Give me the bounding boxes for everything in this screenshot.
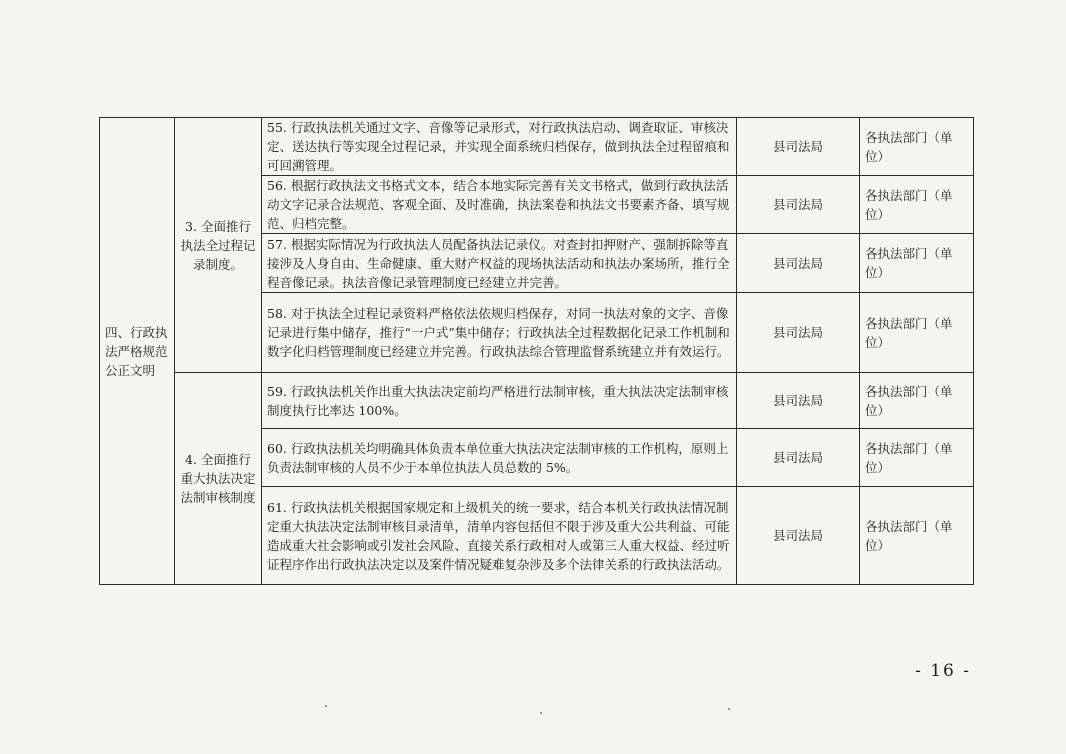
task-cell: 60. 行政执法机关均明确具体负责本单位重大执法决定法制审核的工作机构，原则上负责法制审核的人员不少于本单位执法人员总数的 5%。 (262, 429, 737, 487)
responsible-unit-cell: 各执法部门（单位） (860, 429, 974, 487)
lead-unit-cell: 县司法局 (737, 429, 860, 487)
scan-speck (325, 705, 327, 707)
lead-unit-cell: 县司法局 (737, 487, 860, 585)
responsible-unit-cell: 各执法部门（单位） (860, 176, 974, 234)
responsible-unit-cell: 各执法部门（单位） (860, 293, 974, 373)
responsible-unit-cell: 各执法部门（单位） (860, 234, 974, 293)
lead-unit-cell: 县司法局 (737, 234, 860, 293)
responsible-unit-cell: 各执法部门（单位） (860, 487, 974, 585)
task-cell: 55. 行政执法机关通过文字、音像等记录形式，对行政执法启动、调查取证、审核决定、送达执行等实现全过程记录，并实现全面系统归档保存，做到执法全过程留痕和可回溯管理。 (262, 118, 737, 176)
task-cell: 58. 对于执法全过程记录资料严格依法依规归档保存，对同一执法对象的文字、音像记录进行集中储存，推行“一户式”集中储存；行政执法全过程数据化记录工作机制和数字化归档管理制度已经建立并完善。行政执法综合管理监督系统建立并有效运行。 (262, 293, 737, 373)
group-title-cell: 4. 全面推行重大执法决定法制审核制度 (175, 373, 262, 585)
lead-unit-cell: 县司法局 (737, 373, 860, 429)
scan-speck (728, 708, 730, 710)
lead-unit-cell: 县司法局 (737, 118, 860, 176)
responsible-unit-cell: 各执法部门（单位） (860, 373, 974, 429)
table-row (100, 373, 974, 429)
lead-unit-cell: 县司法局 (737, 293, 860, 373)
lead-unit-cell: 县司法局 (737, 176, 860, 234)
task-cell: 59. 行政执法机关作出重大执法决定前均严格进行法制审核，重大执法决定法制审核制度执行比率达 100%。 (262, 373, 737, 429)
group-title-cell: 3. 全面推行执法全过程记录制度。 (175, 118, 262, 373)
page-number: - 16 - (915, 661, 971, 681)
task-cell: 56. 根据行政执法文书格式文本，结合本地实际完善有关文书格式，做到行政执法活动文字记录合法规范、客观全面、及时准确，执法案卷和执法文书要素齐备、填写规范、归档完整。 (262, 176, 737, 234)
scan-speck (540, 712, 542, 714)
table-row (100, 118, 974, 176)
task-table (99, 117, 974, 585)
task-cell: 61. 行政执法机关根据国家规定和上级机关的统一要求，结合本机关行政执法情况制定重大执法决定法制审核目录清单，清单内容包括但不限于涉及重大公共利益、可能造成重大社会影响或引发社会风险、直接关系行政相对人或第三人重大权益、经过听证程序作出行政执法决定以及案件情况疑难复杂涉及多个法律关系的行政执法活动。 (262, 487, 737, 585)
responsible-unit-cell: 各执法部门（单位） (860, 118, 974, 176)
category-cell: 四、行政执法严格规范公正文明 (100, 118, 175, 585)
task-cell: 57. 根据实际情况为行政执法人员配备执法记录仪。对查封扣押财产、强制拆除等直接涉及人身自由、生命健康、重大财产权益的现场执法活动和执法办案场所，推行全程音像记录。执法音像记录管理制度已经建立并完善。 (262, 234, 737, 293)
